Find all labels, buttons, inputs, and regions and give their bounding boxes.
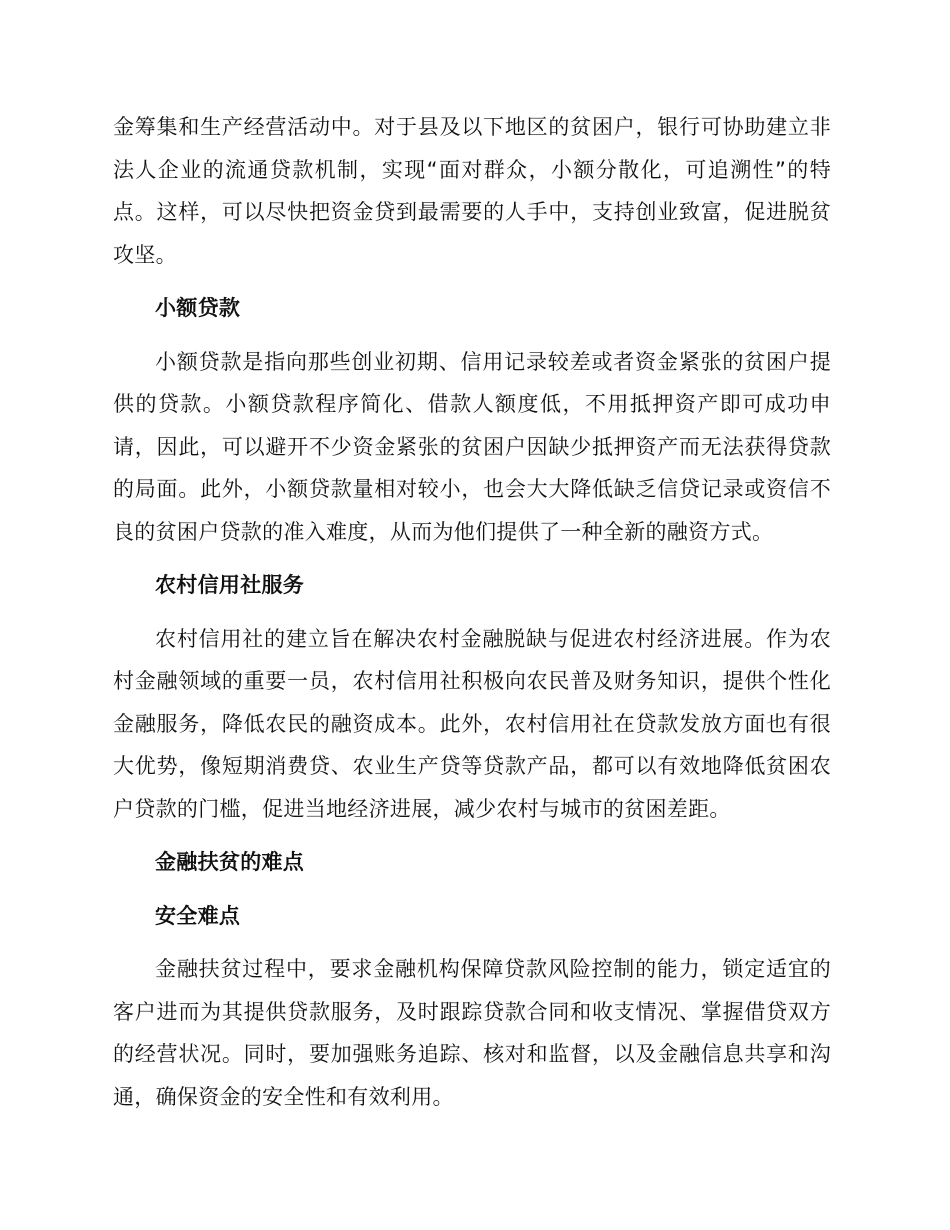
paragraph-microloans: 小额贷款是指向那些创业初期、信用记录较差或者资金紧张的贫困户提供的贷款。小额贷款程序简化、借款人额度低，不用抵押资产即可成功申请，因此，可以避开不少资金紧张的贫困户因缺少抵押资产而无法获得贷款的局面。此外，小额贷款量相对较小，也会大大降低缺乏信贷记录或资信不良的贫困户贷款的准入难度，从而为他们提供了一种全新的融资方式。 (113, 349, 831, 544)
heading-difficulties: 金融扶贫的难点 (155, 850, 305, 874)
document-body (113, 106, 831, 1129)
heading-microloans: 小额贷款 (155, 296, 241, 320)
paragraph-rural-credit-coop: 农村信用社的建立旨在解决农村金融脱缺与促进农村经济进展。作为农村金融领域的重要一员，农村信用社积极向农民普及财务知识，提供个性化金融服务，降低农民的融资成本。此外，农村信用社在贷款发放方面也有很大优势，像短期消费贷、农业生产贷等贷款产品，都可以有效地降低贫困农户贷款的门槛，促进当地经济进展，减少农村与城市的贫困差距。 (113, 626, 831, 821)
heading-rural-credit-coop: 农村信用社服务 (155, 573, 305, 597)
paragraph-continuation: 金筹集和生产经营活动中。对于县及以下地区的贫困户，银行可协助建立非法人企业的流通贷款机制，实现“面对群众，小额分散化，可追溯性”的特点。这样，可以尽快把资金贷到最需要的人手中，支持创业致富，促进脱贫攻坚。 (113, 115, 831, 267)
paragraph-security-difficulty: 金融扶贫过程中，要求金融机构保障贷款风险控制的能力，锁定适宜的客户进而为其提供贷款服务，及时跟踪贷款合同和收支情况、掌握借贷双方的经营状况。同时，要加强账务追踪、核对和监督，以及金融信息共享和沟通，确保资金的安全性和有效利用。 (113, 957, 831, 1109)
heading-security-difficulty: 安全难点 (155, 903, 241, 928)
